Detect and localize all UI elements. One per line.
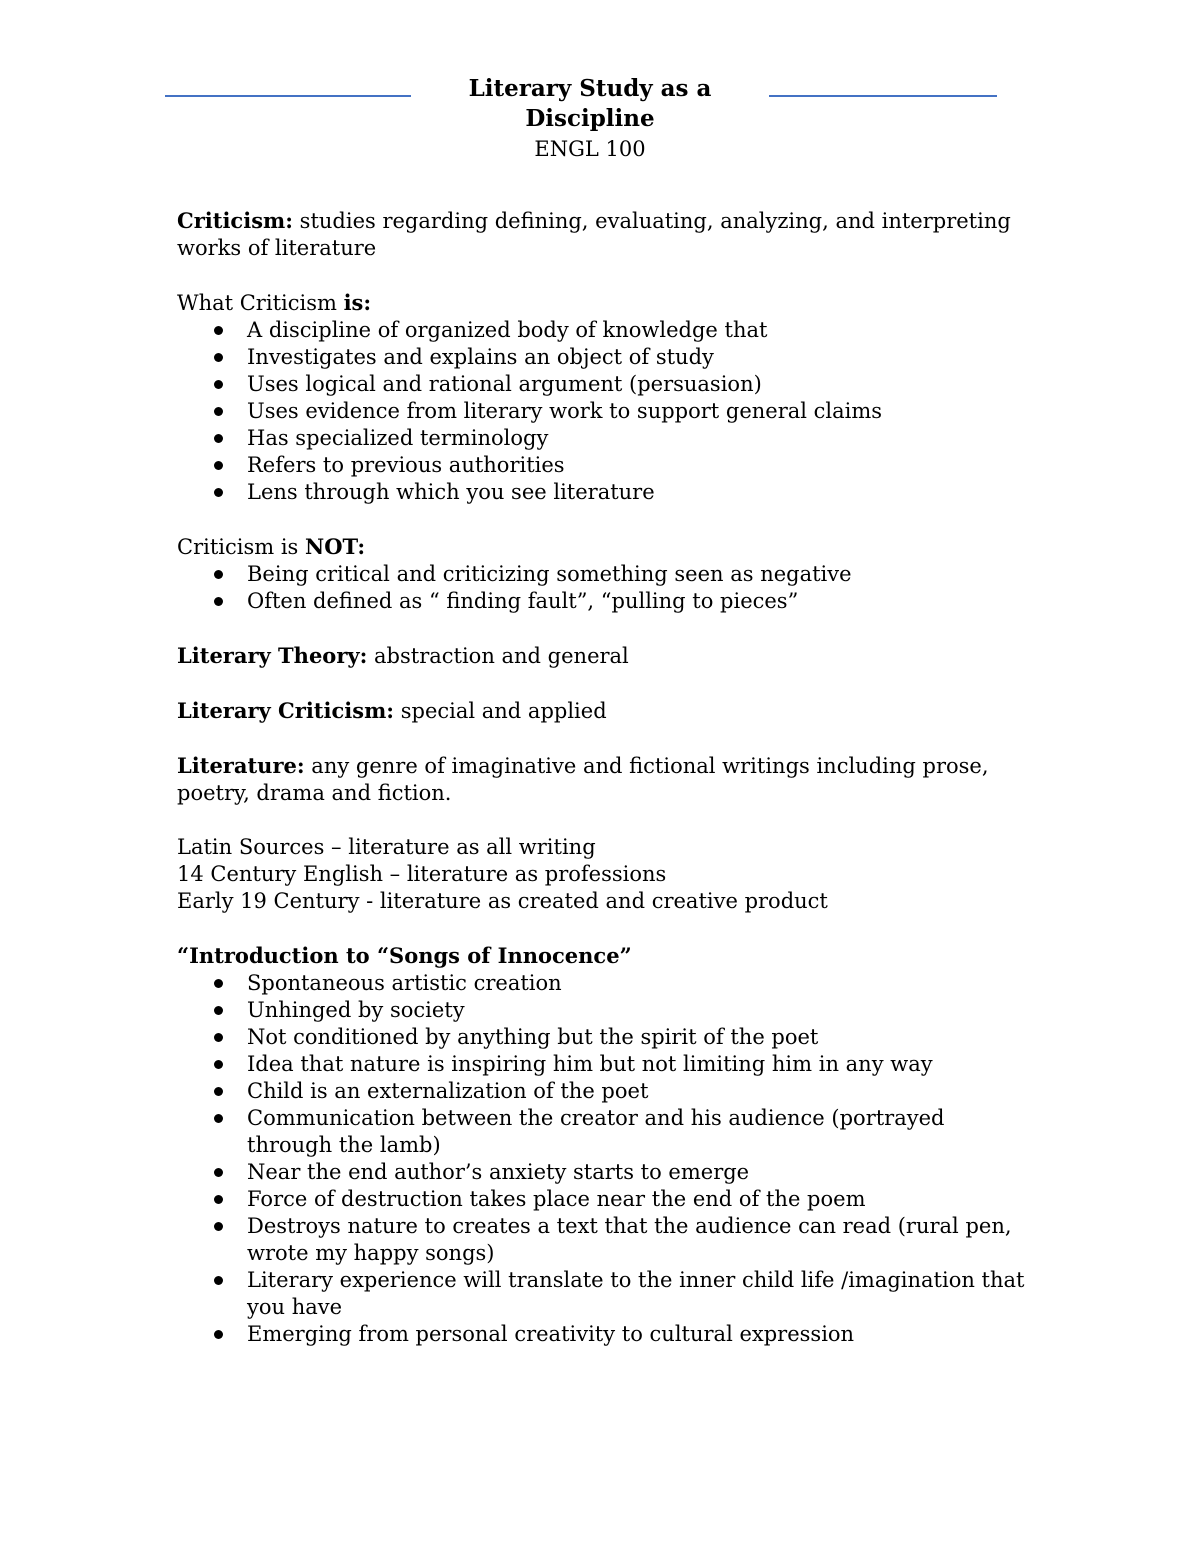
list-item: Destroys nature to creates a text that the audience can read (rural pen, wrote my happy songs) xyxy=(177,1213,1027,1267)
what-criticism-is-heading: What Criticism is: xyxy=(177,290,372,315)
songs-list xyxy=(177,970,1027,1348)
literature-history xyxy=(177,834,1027,915)
list-item: Uses evidence from literary work to support general claims xyxy=(177,398,1027,425)
literature-definition: Literature: any genre of imaginative and fictional writings including prose, poetry, drama and fiction. xyxy=(177,753,989,805)
list-item: Child is an externalization of the poet xyxy=(177,1078,1027,1105)
criticism-term: Criticism: xyxy=(177,208,293,233)
title-line-1: Literary Study as a xyxy=(468,75,712,102)
list-item: Idea that nature is inspiring him but not limiting him in any way xyxy=(177,1051,1027,1078)
title-block xyxy=(0,74,1180,164)
criticism-is-not-heading: Criticism is NOT: xyxy=(177,534,366,559)
literary-theory-definition: Literary Theory: abstraction and general xyxy=(177,643,629,668)
history-line: Latin Sources – literature as all writing xyxy=(177,835,596,859)
history-line: 14 Century English – literature as professions xyxy=(177,862,667,886)
list-item: Unhinged by society xyxy=(177,997,1027,1024)
what-criticism-is-list xyxy=(177,317,1027,506)
criticism-text: studies regarding defining, evaluating, analyzing, and interpreting works of literature xyxy=(177,209,1011,260)
title-line-2: Discipline xyxy=(525,105,655,132)
history-line: Early 19 Century - literature as created and creative product xyxy=(177,889,828,913)
list-item: Communication between the creator and his audience (portrayed through the lamb) xyxy=(177,1105,1027,1159)
document-body xyxy=(177,207,1027,1375)
criticism-is-not-list xyxy=(177,561,1027,615)
list-item: Not conditioned by anything but the spirit of the poet xyxy=(177,1024,1027,1051)
list-item: Force of destruction takes place near the end of the poem xyxy=(177,1186,1027,1213)
list-item: Being critical and criticizing something seen as negative xyxy=(177,561,1027,588)
list-item: Uses logical and rational argument (persuasion) xyxy=(177,371,1027,398)
list-item: Literary experience will translate to the inner child life /imagination that you have xyxy=(177,1267,1027,1321)
list-item: Has specialized terminology xyxy=(177,425,1027,452)
list-item: Lens through which you see literature xyxy=(177,479,1027,506)
list-item: Spontaneous artistic creation xyxy=(177,970,1027,997)
list-item: Emerging from personal creativity to cultural expression xyxy=(177,1321,1027,1348)
list-item: Investigates and explains an object of study xyxy=(177,344,1027,371)
list-item: Often defined as “ finding fault”, “pulling to pieces” xyxy=(177,588,1027,615)
list-item: A discipline of organized body of knowledge that xyxy=(177,317,1027,344)
criticism-definition xyxy=(177,207,1027,262)
course-code: ENGL 100 xyxy=(534,137,646,161)
list-item: Near the end author’s anxiety starts to emerge xyxy=(177,1159,1027,1186)
list-item: Refers to previous authorities xyxy=(177,452,1027,479)
songs-heading: “Introduction to “Songs of Innocence” xyxy=(177,943,632,968)
literary-criticism-definition: Literary Criticism: special and applied xyxy=(177,698,607,723)
